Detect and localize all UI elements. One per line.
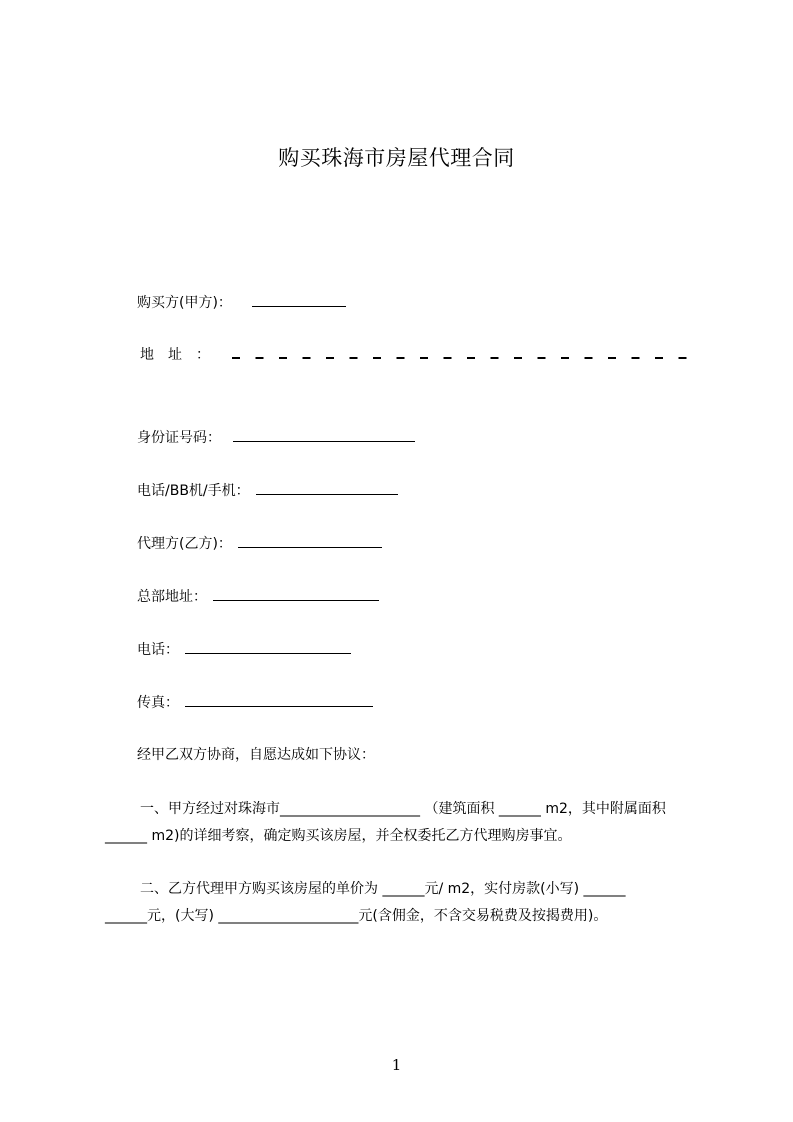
agent-blank[interactable] [238, 533, 382, 548]
clause2-blank-amount-small-cont[interactable]: ______ [105, 908, 147, 924]
phone-blank[interactable] [256, 480, 398, 495]
clause2-text-a: 二、乙方代理甲方购买该房屋的单价为 [140, 881, 378, 897]
clause2-text-c: 元，(大写) [147, 908, 214, 924]
clause1-text-d: m2)的详细考察，确定购买该房屋，并全权委托乙方代理购房事宜。 [151, 828, 572, 844]
tel-field [137, 639, 351, 660]
agent-label: 代理方(乙方)： [137, 536, 232, 552]
phone-label: 电话/BB机/手机： [137, 483, 250, 499]
buyer-field [137, 292, 346, 313]
fax-blank[interactable] [185, 692, 373, 707]
clause2-text-d: 元(含佣金，不含交易税费及按揭费用)。 [358, 908, 608, 924]
clause1-line2 [105, 826, 571, 846]
buyer-label: 购买方(甲方)： [137, 295, 232, 311]
clause1-blank-area[interactable]: ______ [498, 801, 541, 817]
clause2-blank-amount-capital[interactable]: ____________________ [218, 908, 359, 924]
address-label: 地 址 ： [140, 347, 210, 363]
fax-label: 传真： [137, 695, 179, 711]
clause1-text-a: 一、甲方经过对珠海市 [140, 801, 280, 817]
intro-text: 经甲乙双方协商，自愿达成如下协议： [137, 747, 375, 763]
id-field [137, 427, 415, 448]
page-number: 1 [391, 1056, 402, 1074]
tel-label: 电话： [137, 642, 179, 658]
clause2-line2 [105, 906, 607, 926]
clause2-blank-unit-price[interactable]: ______ [382, 881, 425, 897]
clause1-text-c: m2，其中附属面积 [545, 801, 666, 817]
fax-field [137, 692, 373, 713]
buyer-blank[interactable] [252, 292, 346, 307]
clause2-text-b: 元/ m2，实付房款(小写) [424, 881, 580, 897]
clause1-blank-attached-area[interactable]: ______ [105, 828, 147, 844]
document-title: 购买珠海市房屋代理合同 [278, 146, 515, 170]
clause1-text-b: （建筑面积 [424, 801, 495, 817]
clause1-blank-address[interactable]: ____________________ [280, 801, 420, 817]
clause2-blank-amount-small[interactable]: ______ [583, 881, 626, 897]
clause2-line1 [140, 879, 626, 899]
tel-blank[interactable] [185, 639, 351, 654]
agent-field [137, 533, 382, 554]
address-blank[interactable] [232, 357, 702, 359]
phone-field [137, 480, 398, 501]
hq-address-label: 总部地址： [137, 589, 207, 605]
id-blank[interactable] [233, 427, 415, 442]
id-label: 身份证号码： [137, 430, 221, 446]
hq-address-blank[interactable] [213, 586, 379, 601]
hq-address-field [137, 586, 379, 607]
clause1-line1 [140, 799, 666, 819]
